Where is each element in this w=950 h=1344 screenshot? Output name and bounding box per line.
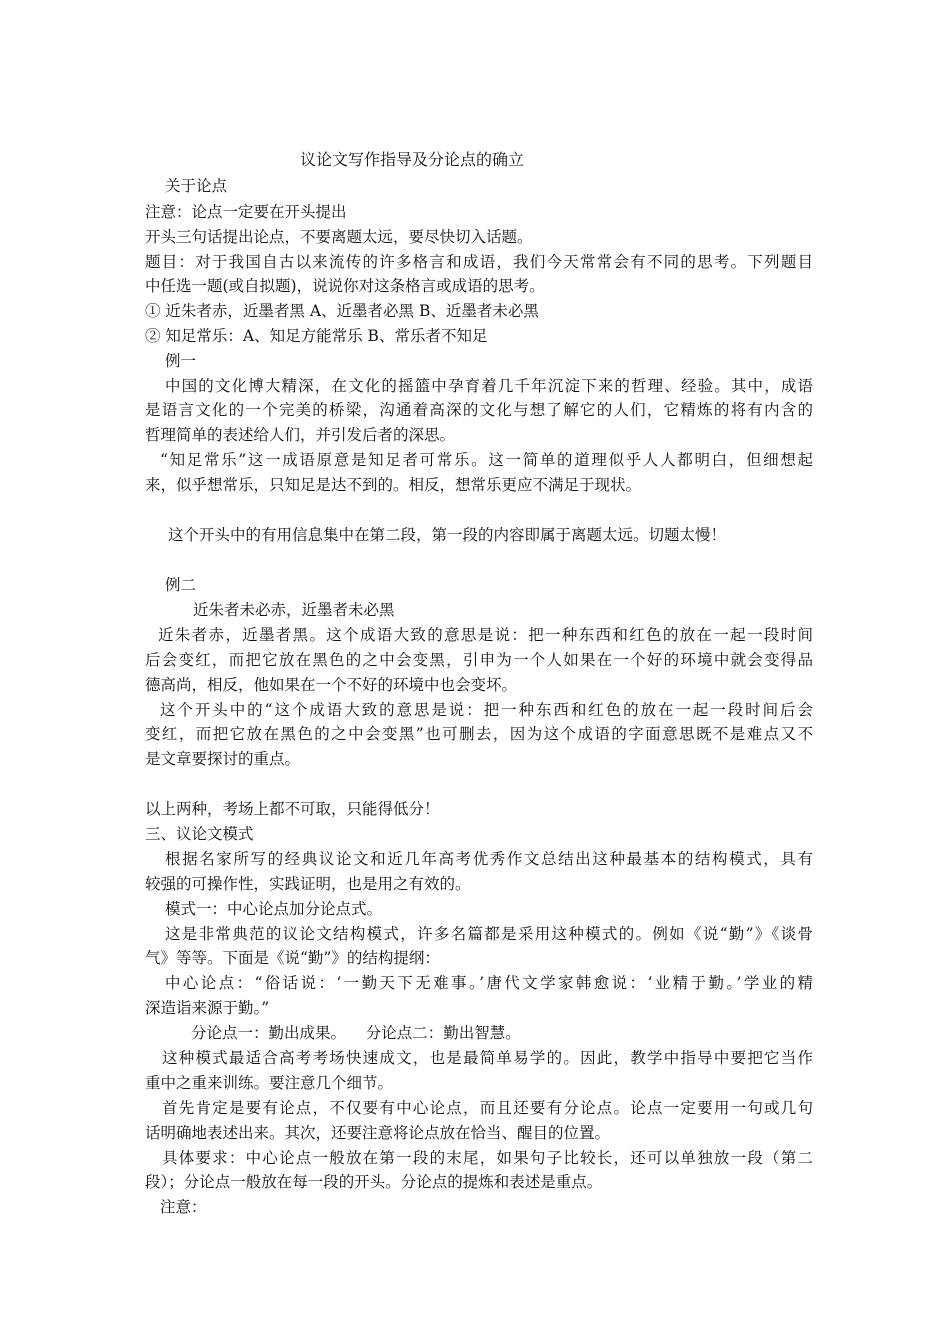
topic-line: 题目：对于我国自古以来流传的许多格言和成语，我们今天常常会有不同的思考。下列题目 — [145, 253, 813, 271]
paragraph-line: 话明确地表述出来。其次，还要注意将论点放在恰当、醒目的位置。 — [145, 1124, 611, 1142]
central-point-line: 中心论点：“俗话说：‘一勤天下无难事。’唐代文学家韩愈说：‘业精于勤。’学业的精 — [165, 974, 813, 992]
paragraph-line: 来，似乎想常乐，只知足是达不到的。相反，想常乐更应不满足于现状。 — [145, 476, 642, 494]
paragraph-line: 首先肯定是要有论点，不仅要有中心论点，而且还要有分论点。论点一定要用一句或几句 — [162, 1099, 813, 1117]
paragraph-line: 这种模式最适合高考考场快速成文，也是最简单易学的。因此，教学中指导中要把它当作 — [162, 1049, 813, 1067]
paragraph-line: 这个开头中的“这个成语大致的意思是说：把一种东西和红色的放在一起一段时间后会 — [160, 701, 813, 719]
sub-points-line: 分论点一：勤出成果。 分论点二：勤出智慧。 — [191, 1024, 521, 1042]
paragraph-line: 具体要求：中心论点一般放在第一段的末尾，如果句子比较长，还可以单独放一段（第二 — [162, 1149, 813, 1167]
note-line: 注意： — [160, 1198, 207, 1216]
comment-line: 这个开头中的有用信息集中在第二段，第一段的内容即属于离题太远。切题太慢！ — [168, 526, 727, 544]
mode-heading: 模式一：中心论点加分论点式。 — [165, 900, 383, 918]
paragraph-line: “知足常乐”这一成语原意是知足者可常乐。这一简单的道理似乎人人都明白，但细想起 — [160, 451, 813, 469]
option-line: ① 近朱者赤，近墨者黑 A、近墨者必黑 B、近墨者未必黑 — [145, 302, 539, 320]
paragraph-line: 较强的可操作性，实践证明，也是用之有效的。 — [145, 875, 471, 893]
paragraph-line: 重中之重来训练。要注意几个细节。 — [145, 1074, 394, 1092]
page-title: 议论文写作指导及分论点的确立 — [300, 150, 525, 169]
paragraph-line: 这是非常典范的议论文结构模式，许多名篇都是采用这种模式的。例如《说“勤”》《谈骨 — [165, 925, 813, 943]
summary-line: 以上两种，考场上都不可取，只能得低分！ — [145, 800, 440, 818]
option-line: ② 知足常乐：A、知足方能常乐 B、常乐者不知足 — [145, 327, 488, 345]
paragraph-line: 变红，而把它放在黑色的之中会变黑”也可删去，因为这个成语的字面意思既不是难点又不 — [145, 725, 813, 743]
paragraph-line: 是文章要探讨的重点。 — [145, 750, 301, 768]
section-heading: 关于论点 — [165, 177, 228, 195]
central-point-line: 深造诣来源于勤。” — [145, 999, 270, 1017]
paragraph-line: 根据名家所写的经典议论文和近几年高考优秀作文总结出这种最基本的结构模式，具有 — [165, 850, 813, 868]
note-line: 注意：论点一定要在开头提出 — [145, 203, 347, 221]
example-label: 例二 — [165, 576, 197, 594]
text-line: 开头三句话提出论点，不要离题太远，要尽快切入话题。 — [145, 228, 533, 246]
paragraph-line: 段）；分论点一般放在每一段的开头。分论点的提炼和表述是重点。 — [145, 1173, 603, 1191]
topic-line: 中任选一题(或自拟题)，说说你对这条格言或成语的思考。 — [145, 277, 545, 295]
example-label: 例一 — [165, 352, 197, 370]
section-heading: 三、议论文模式 — [145, 825, 254, 843]
paragraph-line: 是语言文化的一个完美的桥梁，沟通着高深的文化与想了解它的人们，它精炼的将有内含的 — [145, 401, 813, 419]
paragraph-line: 后会变红，而把它放在黑色的之中会变黑，引申为一个人如果在一个好的环境中就会变得品 — [145, 651, 813, 669]
paragraph-line: 中国的文化博大精深，在文化的摇篮中孕育着几千年沉淀下来的哲理、经验。其中，成语 — [165, 377, 813, 395]
paragraph-line: 近朱者赤，近墨者黑。这个成语大致的意思是说：把一种东西和红色的放在一起一段时间 — [158, 626, 813, 644]
paragraph-line: 德高尚，相反，他如果在一个不好的环境中也会变坏。 — [145, 676, 518, 694]
example-title: 近朱者未必赤，近墨者未必黑 — [193, 601, 395, 619]
paragraph-line: 哲理简单的表述给人们，并引发后者的深思。 — [145, 426, 456, 444]
paragraph-line: 气》等等。下面是《说“勤”》的结构提纲： — [145, 949, 440, 967]
